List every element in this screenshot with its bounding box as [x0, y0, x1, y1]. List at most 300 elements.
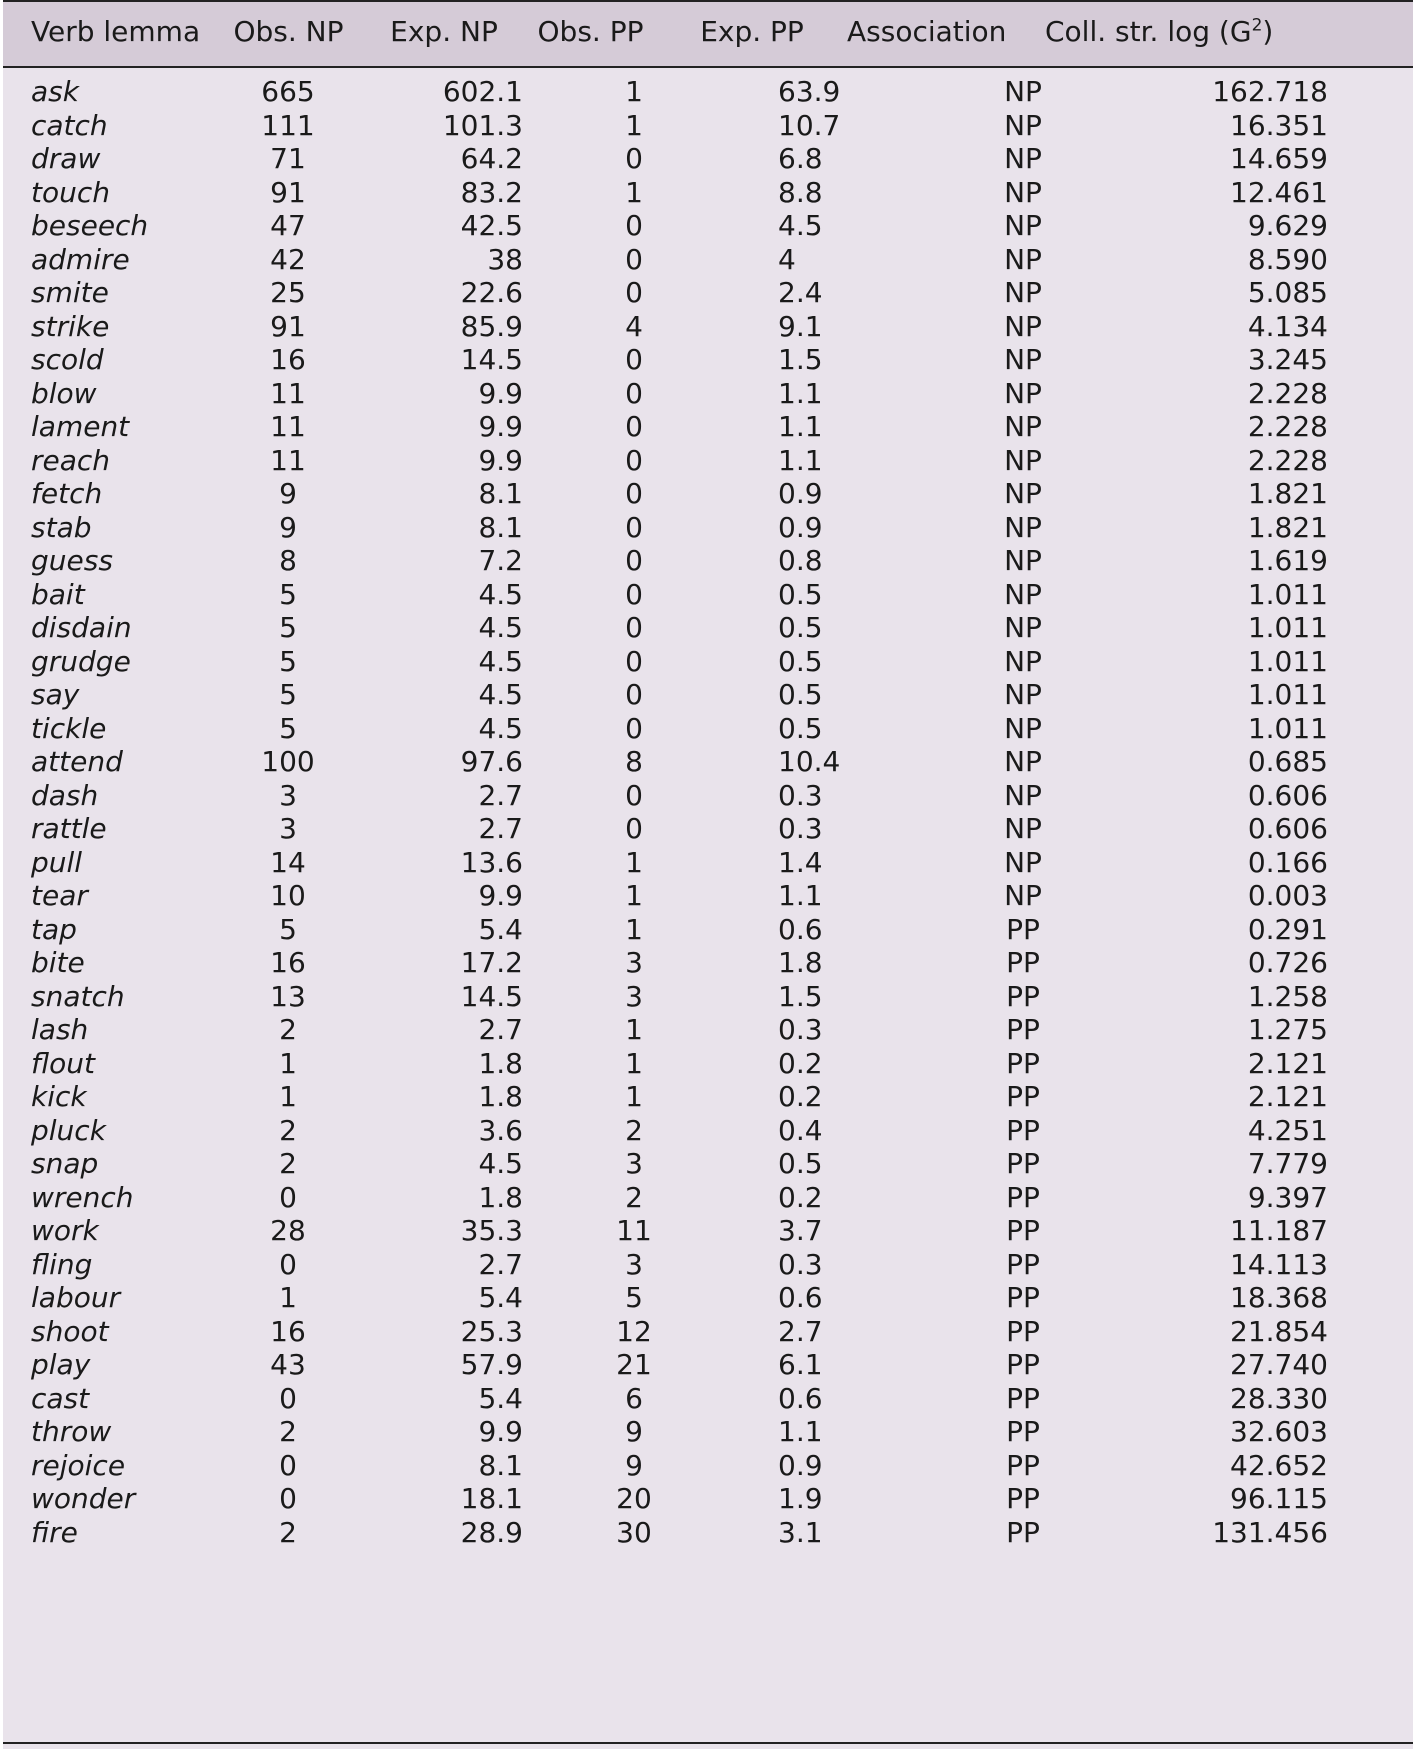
table-row: [3, 1315, 1413, 1352]
cell-obs-np: 100: [261, 745, 315, 778]
cell-exp-np: 83.2: [460, 175, 523, 209]
cell-verb-lemma: snap: [31, 1147, 99, 1180]
cell-verb-lemma: wrench: [31, 1180, 134, 1214]
cell-obs-np: 0: [279, 1448, 297, 1482]
cell-obs-np: 0: [279, 1180, 297, 1214]
cell-coll-str: 162.718: [1212, 75, 1328, 108]
cell-association: NP: [1004, 678, 1042, 711]
cell-exp-pp: 2.7: [778, 1314, 823, 1348]
cell-association: NP: [1004, 745, 1042, 778]
cell-obs-pp: 30: [616, 1515, 652, 1549]
cell-obs-np: 5: [279, 711, 297, 745]
cell-coll-str: 0.166: [1247, 845, 1328, 879]
cell-verb-lemma: say: [31, 678, 80, 711]
cell-verb-lemma: fling: [31, 1247, 93, 1281]
cell-association: PP: [1006, 1080, 1040, 1113]
cell-exp-np: 38: [487, 242, 523, 276]
cell-association: NP: [1004, 242, 1042, 276]
cell-coll-str: 0.685: [1247, 745, 1328, 778]
cell-obs-pp: 5: [625, 1281, 643, 1314]
cell-coll-str: 1.821: [1247, 510, 1328, 544]
cell-exp-pp: 1.1: [778, 1415, 823, 1448]
cell-exp-pp: 1.1: [778, 410, 823, 443]
cell-exp-pp: 4.5: [778, 209, 823, 242]
cell-coll-str: 131.456: [1212, 1515, 1328, 1549]
cell-verb-lemma: beseech: [31, 209, 149, 242]
cell-verb-lemma: wonder: [31, 1482, 136, 1515]
header-exp-np: Exp. NP: [390, 15, 498, 48]
cell-verb-lemma: rattle: [31, 812, 107, 845]
cell-association: NP: [1004, 276, 1042, 309]
cell-association: NP: [1004, 711, 1042, 745]
cell-coll-str: 96.115: [1230, 1482, 1328, 1515]
cell-association: NP: [1004, 343, 1042, 376]
cell-exp-pp: 0.2: [778, 1046, 823, 1080]
cell-association: PP: [1006, 946, 1040, 979]
cell-exp-pp: 0.3: [778, 1247, 823, 1281]
table-row: [3, 1281, 1413, 1318]
cell-coll-str: 42.652: [1230, 1448, 1328, 1482]
cell-verb-lemma: fetch: [31, 477, 103, 510]
table-row: [3, 1181, 1413, 1218]
cell-association: PP: [1006, 1415, 1040, 1448]
cell-coll-str: 2.228: [1247, 376, 1328, 410]
cell-obs-pp: 0: [625, 577, 643, 611]
cell-verb-lemma: ask: [31, 75, 79, 108]
cell-association: NP: [1004, 376, 1042, 410]
cell-coll-str: 1.011: [1247, 644, 1328, 678]
cell-obs-pp: 20: [616, 1482, 652, 1515]
cell-verb-lemma: reach: [31, 443, 111, 477]
cell-obs-np: 91: [270, 175, 306, 209]
cell-obs-pp: 1: [625, 1046, 643, 1080]
cell-obs-np: 0: [279, 1381, 297, 1415]
cell-obs-pp: 3: [625, 1147, 643, 1180]
cell-coll-str: 2.228: [1247, 443, 1328, 477]
cell-association: PP: [1006, 1046, 1040, 1080]
cell-exp-pp: 10.7: [778, 108, 841, 142]
cell-association: NP: [1004, 410, 1042, 443]
cell-association: PP: [1006, 1515, 1040, 1549]
cell-coll-str: 1.011: [1247, 611, 1328, 644]
cell-obs-np: 3: [279, 812, 297, 845]
cell-exp-np: 3.6: [478, 1113, 523, 1147]
cell-exp-np: 8.1: [478, 510, 523, 544]
cell-coll-str: 27.740: [1230, 1348, 1328, 1381]
cell-obs-pp: 2: [625, 1113, 643, 1147]
table-row: [3, 444, 1413, 481]
cell-obs-np: 11: [270, 410, 306, 443]
table-bottom-rule: [3, 1742, 1413, 1744]
table-row: [3, 645, 1413, 682]
cell-obs-np: 10: [270, 879, 306, 912]
cell-exp-np: 42.5: [460, 209, 523, 242]
table-row: [3, 1449, 1413, 1486]
cell-exp-pp: 0.5: [778, 678, 823, 711]
table-row: [3, 678, 1413, 715]
cell-exp-np: 4.5: [478, 711, 523, 745]
cell-exp-pp: 0.3: [778, 812, 823, 845]
cell-obs-pp: 2: [625, 1180, 643, 1214]
cell-exp-np: 28.9: [460, 1515, 523, 1549]
cell-obs-pp: 0: [625, 644, 643, 678]
cell-exp-pp: 10.4: [778, 745, 841, 778]
cell-verb-lemma: strike: [31, 309, 110, 343]
cell-coll-str: 9.629: [1247, 209, 1328, 242]
cell-exp-np: 1.8: [478, 1046, 523, 1080]
header-coll-str-superscript: 2: [1251, 15, 1263, 36]
table-row: [3, 1516, 1413, 1553]
table-row: [3, 1013, 1413, 1050]
cell-exp-pp: 0.8: [778, 544, 823, 577]
cell-coll-str: 0.606: [1247, 778, 1328, 812]
cell-obs-np: 665: [261, 75, 315, 108]
cell-verb-lemma: attend: [31, 745, 123, 778]
cell-coll-str: 0.291: [1247, 912, 1328, 946]
cell-exp-pp: 1.9: [778, 1482, 823, 1515]
cell-obs-np: 11: [270, 443, 306, 477]
cell-exp-pp: 0.9: [778, 1448, 823, 1482]
cell-verb-lemma: snatch: [31, 979, 125, 1013]
cell-obs-pp: 0: [625, 443, 643, 477]
table-row: [3, 1047, 1413, 1084]
cell-obs-pp: 0: [625, 812, 643, 845]
table-row: [3, 745, 1413, 782]
cell-coll-str: 1.011: [1247, 577, 1328, 611]
cell-verb-lemma: work: [31, 1214, 99, 1247]
cell-verb-lemma: scold: [31, 343, 104, 376]
cell-verb-lemma: tear: [31, 879, 88, 912]
cell-verb-lemma: guess: [31, 544, 113, 577]
cell-obs-pp: 1: [625, 1080, 643, 1113]
cell-coll-str: 0.003: [1247, 879, 1328, 912]
cell-exp-np: 2.7: [478, 778, 523, 812]
cell-exp-pp: 1.1: [778, 443, 823, 477]
header-coll-str: [1045, 15, 1273, 48]
cell-exp-pp: 0.9: [778, 477, 823, 510]
cell-exp-pp: 0.5: [778, 1147, 823, 1180]
cell-coll-str: 28.330: [1230, 1381, 1328, 1415]
cell-association: PP: [1006, 1348, 1040, 1381]
cell-exp-np: 4.5: [478, 1147, 523, 1180]
cell-obs-np: 1: [279, 1281, 297, 1314]
cell-obs-pp: 0: [625, 376, 643, 410]
cell-verb-lemma: smite: [31, 276, 109, 309]
table-row: [3, 1147, 1413, 1184]
cell-exp-np: 8.1: [478, 477, 523, 510]
cell-association: PP: [1006, 1482, 1040, 1515]
table-row: [3, 109, 1413, 146]
cell-exp-pp: 0.5: [778, 644, 823, 678]
table-row: [3, 1114, 1413, 1151]
cell-association: NP: [1004, 443, 1042, 477]
cell-association: NP: [1004, 175, 1042, 209]
cell-obs-np: 28: [270, 1214, 306, 1247]
cell-obs-np: 16: [270, 946, 306, 979]
cell-obs-pp: 1: [625, 879, 643, 912]
cell-verb-lemma: blow: [31, 376, 97, 410]
cell-obs-pp: 0: [625, 276, 643, 309]
header-coll-str-label: Coll. str. log (G: [1045, 15, 1252, 48]
cell-obs-pp: 12: [616, 1314, 652, 1348]
cell-obs-np: 8: [279, 544, 297, 577]
cell-exp-np: 1.8: [478, 1080, 523, 1113]
header-exp-pp: Exp. PP: [700, 15, 804, 48]
cell-obs-np: 9: [279, 510, 297, 544]
cell-association: NP: [1004, 577, 1042, 611]
cell-association: NP: [1004, 611, 1042, 644]
cell-exp-np: 13.6: [460, 845, 523, 879]
table-row: [3, 1080, 1413, 1117]
cell-coll-str: 32.603: [1230, 1415, 1328, 1448]
cell-obs-pp: 0: [625, 410, 643, 443]
table-row: [3, 377, 1413, 414]
cell-association: NP: [1004, 309, 1042, 343]
cell-obs-pp: 3: [625, 979, 643, 1013]
cell-association: PP: [1006, 1314, 1040, 1348]
cell-association: PP: [1006, 979, 1040, 1013]
cell-coll-str: 1.011: [1247, 711, 1328, 745]
cell-obs-np: 91: [270, 309, 306, 343]
cell-coll-str: 7.779: [1247, 1147, 1328, 1180]
cell-exp-pp: 63.9: [778, 75, 841, 108]
table-header-rule: [3, 66, 1413, 68]
cell-exp-np: 602.1: [442, 75, 523, 108]
cell-obs-np: 2: [279, 1113, 297, 1147]
cell-exp-np: 18.1: [460, 1482, 523, 1515]
cell-exp-pp: 8.8: [778, 175, 823, 209]
cell-association: NP: [1004, 544, 1042, 577]
cell-obs-pp: 0: [625, 242, 643, 276]
cell-exp-pp: 1.1: [778, 879, 823, 912]
cell-exp-pp: 3.1: [778, 1515, 823, 1549]
cell-exp-pp: 6.8: [778, 142, 823, 175]
cell-exp-pp: 1.1: [778, 376, 823, 410]
table-row: [3, 75, 1413, 112]
cell-coll-str: 2.121: [1247, 1046, 1328, 1080]
cell-coll-str: 2.228: [1247, 410, 1328, 443]
cell-exp-pp: 0.4: [778, 1113, 823, 1147]
cell-exp-np: 5.4: [478, 1381, 523, 1415]
table-row: [3, 712, 1413, 749]
cell-obs-np: 47: [270, 209, 306, 242]
cell-obs-np: 11: [270, 376, 306, 410]
cell-exp-np: 17.2: [460, 946, 523, 979]
header-coll-str-close: ): [1262, 15, 1274, 48]
cell-obs-np: 14: [270, 845, 306, 879]
cell-association: PP: [1006, 1214, 1040, 1247]
table-row: [3, 578, 1413, 615]
cell-coll-str: 16.351: [1230, 108, 1328, 142]
cell-coll-str: 14.659: [1230, 142, 1328, 175]
cell-coll-str: 4.134: [1247, 309, 1328, 343]
cell-association: PP: [1006, 1247, 1040, 1281]
cell-obs-pp: 1: [625, 175, 643, 209]
cell-exp-np: 97.6: [460, 745, 523, 778]
cell-exp-np: 5.4: [478, 912, 523, 946]
cell-exp-np: 7.2: [478, 544, 523, 577]
table-row: [3, 209, 1413, 246]
cell-obs-np: 16: [270, 343, 306, 376]
cell-coll-str: 1.011: [1247, 678, 1328, 711]
cell-obs-pp: 4: [625, 309, 643, 343]
cell-exp-pp: 1.5: [778, 343, 823, 376]
cell-exp-np: 14.5: [460, 343, 523, 376]
cell-obs-pp: 8: [625, 745, 643, 778]
cell-coll-str: 2.121: [1247, 1080, 1328, 1113]
cell-coll-str: 0.726: [1247, 946, 1328, 979]
table-row: [3, 176, 1413, 213]
cell-exp-pp: 6.1: [778, 1348, 823, 1381]
cell-exp-pp: 4: [778, 242, 796, 276]
cell-coll-str: 1.275: [1247, 1013, 1328, 1046]
cell-exp-pp: 0.5: [778, 611, 823, 644]
cell-exp-pp: 0.2: [778, 1180, 823, 1214]
cell-obs-np: 0: [279, 1482, 297, 1515]
cell-verb-lemma: throw: [31, 1415, 112, 1448]
cell-coll-str: 5.085: [1247, 276, 1328, 309]
cell-obs-np: 0: [279, 1247, 297, 1281]
table-row: [3, 544, 1413, 581]
table-header: [3, 2, 1413, 66]
table-row: [3, 243, 1413, 280]
cell-obs-pp: 0: [625, 209, 643, 242]
header-obs-np: Obs. NP: [233, 15, 344, 48]
cell-association: NP: [1004, 209, 1042, 242]
cell-obs-pp: 0: [625, 778, 643, 812]
cell-exp-pp: 0.6: [778, 1381, 823, 1415]
header-obs-pp: Obs. PP: [537, 15, 644, 48]
cell-obs-pp: 9: [625, 1415, 643, 1448]
cell-obs-pp: 0: [625, 678, 643, 711]
cell-coll-str: 1.258: [1247, 979, 1328, 1013]
cell-verb-lemma: shoot: [31, 1314, 109, 1348]
cell-association: PP: [1006, 1147, 1040, 1180]
cell-exp-pp: 0.2: [778, 1080, 823, 1113]
cell-exp-np: 9.9: [478, 1415, 523, 1448]
table-row: [3, 846, 1413, 883]
cell-association: NP: [1004, 644, 1042, 678]
table-row: [3, 1348, 1413, 1385]
cell-coll-str: 11.187: [1230, 1214, 1328, 1247]
cell-obs-pp: 3: [625, 946, 643, 979]
cell-exp-pp: 0.6: [778, 1281, 823, 1314]
cell-obs-np: 42: [270, 242, 306, 276]
cell-coll-str: 0.606: [1247, 812, 1328, 845]
cell-verb-lemma: pull: [31, 845, 83, 879]
cell-exp-np: 2.7: [478, 1247, 523, 1281]
cell-exp-np: 22.6: [460, 276, 523, 309]
cell-exp-np: 9.9: [478, 410, 523, 443]
cell-association: NP: [1004, 845, 1042, 879]
cell-obs-np: 3: [279, 778, 297, 812]
cell-verb-lemma: flout: [31, 1046, 95, 1080]
cell-obs-pp: 1: [625, 912, 643, 946]
cell-association: NP: [1004, 879, 1042, 912]
table-row: [3, 1382, 1413, 1419]
header-verb-lemma: Verb lemma: [31, 15, 201, 48]
cell-obs-pp: 9: [625, 1448, 643, 1482]
cell-verb-lemma: stab: [31, 510, 92, 544]
table-row: [3, 276, 1413, 313]
cell-verb-lemma: fire: [31, 1515, 78, 1549]
cell-verb-lemma: admire: [31, 242, 130, 276]
cell-verb-lemma: lash: [31, 1013, 89, 1046]
cell-verb-lemma: tap: [31, 912, 77, 946]
cell-association: NP: [1004, 142, 1042, 175]
cell-obs-np: 5: [279, 577, 297, 611]
cell-association: PP: [1006, 1013, 1040, 1046]
cell-obs-pp: 1: [625, 108, 643, 142]
table-row: [3, 812, 1413, 849]
cell-coll-str: 8.590: [1247, 242, 1328, 276]
collostruction-table: [3, 0, 1413, 1749]
cell-exp-np: 64.2: [460, 142, 523, 175]
cell-obs-np: 2: [279, 1415, 297, 1448]
cell-coll-str: 1.821: [1247, 477, 1328, 510]
cell-verb-lemma: kick: [31, 1080, 87, 1113]
cell-obs-np: 111: [261, 108, 315, 142]
cell-obs-pp: 0: [625, 711, 643, 745]
table-row: [3, 879, 1413, 916]
cell-obs-pp: 0: [625, 343, 643, 376]
table-row: [3, 779, 1413, 816]
cell-exp-np: 9.9: [478, 376, 523, 410]
cell-obs-pp: 0: [625, 611, 643, 644]
cell-exp-pp: 0.3: [778, 1013, 823, 1046]
cell-exp-pp: 0.9: [778, 510, 823, 544]
cell-exp-pp: 9.1: [778, 309, 823, 343]
cell-coll-str: 12.461: [1230, 175, 1328, 209]
cell-obs-pp: 6: [625, 1381, 643, 1415]
cell-association: PP: [1006, 1448, 1040, 1482]
cell-exp-np: 9.9: [478, 879, 523, 912]
cell-association: PP: [1006, 1281, 1040, 1314]
cell-obs-np: 1: [279, 1046, 297, 1080]
cell-exp-pp: 2.4: [778, 276, 823, 309]
cell-association: PP: [1006, 1180, 1040, 1214]
cell-coll-str: 1.619: [1247, 544, 1328, 577]
cell-obs-pp: 11: [616, 1214, 652, 1247]
cell-exp-np: 85.9: [460, 309, 523, 343]
cell-obs-np: 5: [279, 678, 297, 711]
cell-verb-lemma: bait: [31, 577, 85, 611]
cell-obs-np: 71: [270, 142, 306, 175]
cell-verb-lemma: lament: [31, 410, 130, 443]
cell-coll-str: 9.397: [1247, 1180, 1328, 1214]
cell-obs-pp: 0: [625, 477, 643, 510]
table-row: [3, 410, 1413, 447]
cell-obs-np: 5: [279, 611, 297, 644]
cell-association: NP: [1004, 778, 1042, 812]
cell-exp-np: 14.5: [460, 979, 523, 1013]
cell-exp-pp: 0.5: [778, 711, 823, 745]
cell-exp-np: 1.8: [478, 1180, 523, 1214]
cell-exp-np: 4.5: [478, 611, 523, 644]
cell-obs-np: 43: [270, 1348, 306, 1381]
cell-obs-pp: 3: [625, 1247, 643, 1281]
cell-exp-pp: 0.3: [778, 778, 823, 812]
cell-exp-np: 2.7: [478, 1013, 523, 1046]
cell-exp-np: 9.9: [478, 443, 523, 477]
cell-verb-lemma: catch: [31, 108, 108, 142]
cell-verb-lemma: disdain: [31, 611, 132, 644]
cell-association: PP: [1006, 1113, 1040, 1147]
cell-exp-np: 57.9: [460, 1348, 523, 1381]
cell-coll-str: 21.854: [1230, 1314, 1328, 1348]
cell-exp-pp: 0.6: [778, 912, 823, 946]
cell-exp-np: 25.3: [460, 1314, 523, 1348]
